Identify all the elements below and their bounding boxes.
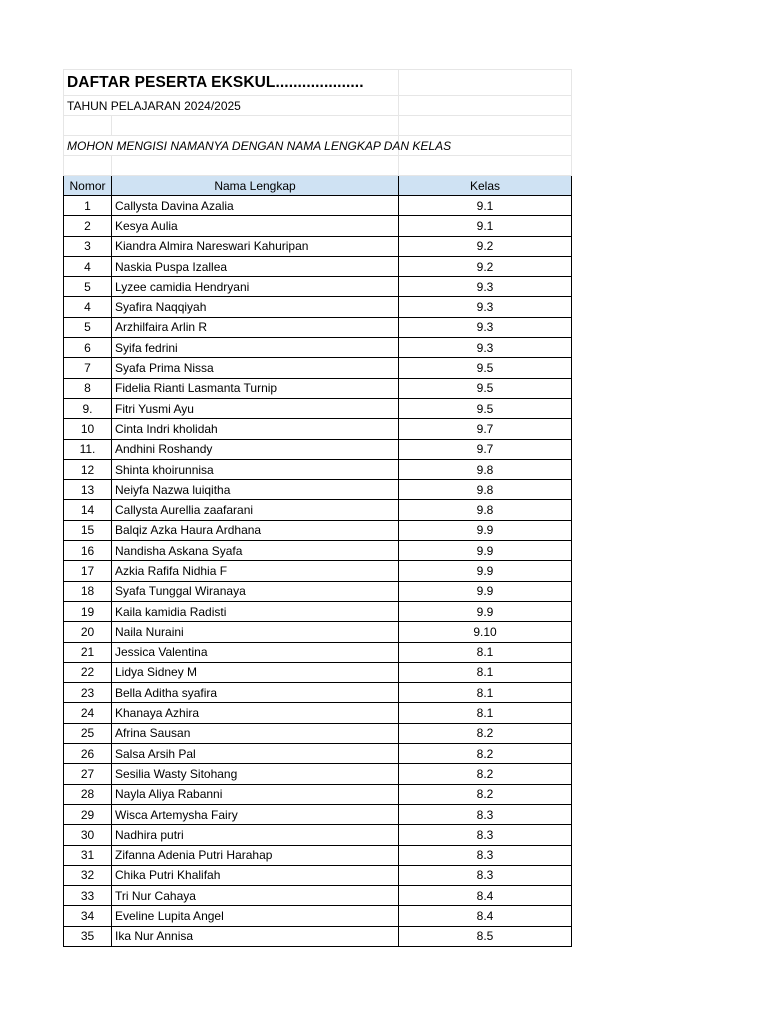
- student-name-cell[interactable]: Nandisha Askana Syafa: [112, 541, 399, 561]
- table-row: [64, 378, 572, 398]
- table-row: [64, 845, 572, 865]
- student-name-cell[interactable]: Nadhira putri: [112, 825, 399, 845]
- table-row: [64, 825, 572, 845]
- title-cell[interactable]: [64, 70, 399, 96]
- column-header-kelas[interactable]: Kelas: [399, 176, 572, 196]
- row-number-cell[interactable]: 5: [64, 277, 112, 297]
- row-number-cell[interactable]: 2: [64, 216, 112, 236]
- row-number-cell[interactable]: 18: [64, 581, 112, 601]
- table-row: [64, 764, 572, 784]
- class-cell[interactable]: 9.1: [399, 196, 572, 216]
- student-name-cell[interactable]: Shinta khoirunnisa: [112, 459, 399, 479]
- table-row: [64, 703, 572, 723]
- table-row: [64, 744, 572, 764]
- table-row: [64, 216, 572, 236]
- table-row: [64, 480, 572, 500]
- participant-rows: [64, 196, 572, 947]
- empty-cell[interactable]: [399, 156, 572, 176]
- row-number-cell[interactable]: 33: [64, 886, 112, 906]
- class-cell[interactable]: 9.3: [399, 338, 572, 358]
- row-number-cell[interactable]: 14: [64, 500, 112, 520]
- table-row: [64, 723, 572, 743]
- row-number-cell[interactable]: 16: [64, 541, 112, 561]
- class-cell[interactable]: 9.9: [399, 520, 572, 540]
- student-name-cell[interactable]: Chika Putri Khalifah: [112, 865, 399, 885]
- row-number-cell[interactable]: 35: [64, 926, 112, 946]
- row-number-cell[interactable]: 32: [64, 865, 112, 885]
- student-name-cell[interactable]: Andhini Roshandy: [112, 439, 399, 459]
- student-name-cell[interactable]: Syafa Prima Nissa: [112, 358, 399, 378]
- row-number-cell[interactable]: 24: [64, 703, 112, 723]
- class-cell[interactable]: 9.10: [399, 622, 572, 642]
- student-name-cell[interactable]: Naila Nuraini: [112, 622, 399, 642]
- instruction-note: MOHON MENGISI NAMANYA DENGAN NAMA LENGKAP DAN KELAS: [67, 138, 452, 153]
- row-number-cell[interactable]: 29: [64, 804, 112, 824]
- table-row: [64, 419, 572, 439]
- student-name-cell[interactable]: Khanaya Azhira: [112, 703, 399, 723]
- row-number-cell[interactable]: 4: [64, 256, 112, 276]
- table-row: [64, 459, 572, 479]
- table-row: [64, 561, 572, 581]
- student-name-cell[interactable]: Bella Aditha syafira: [112, 683, 399, 703]
- row-number-cell[interactable]: 17: [64, 561, 112, 581]
- student-name-cell[interactable]: Lyzee camidia Hendryani: [112, 277, 399, 297]
- row-number-cell[interactable]: 28: [64, 784, 112, 804]
- table-row: [64, 398, 572, 418]
- row-number-cell[interactable]: 23: [64, 683, 112, 703]
- note-row: [64, 136, 572, 156]
- row-number-cell[interactable]: 6: [64, 338, 112, 358]
- table-row: [64, 886, 572, 906]
- row-number-cell[interactable]: 25: [64, 723, 112, 743]
- empty-cell[interactable]: [112, 116, 399, 136]
- row-number-cell[interactable]: 30: [64, 825, 112, 845]
- class-cell[interactable]: 8.2: [399, 764, 572, 784]
- row-number-cell[interactable]: 7: [64, 358, 112, 378]
- table-row: [64, 297, 572, 317]
- table-row: [64, 277, 572, 297]
- student-name-cell[interactable]: Wisca Artemysha Fairy: [112, 804, 399, 824]
- table-row: [64, 581, 572, 601]
- row-number-cell[interactable]: 20: [64, 622, 112, 642]
- table-row: [64, 358, 572, 378]
- class-cell[interactable]: 9.8: [399, 459, 572, 479]
- student-name-cell[interactable]: Lidya Sidney M: [112, 662, 399, 682]
- year-row: [64, 96, 572, 116]
- row-number-cell[interactable]: 34: [64, 906, 112, 926]
- student-name-cell[interactable]: Cinta Indri kholidah: [112, 419, 399, 439]
- row-number-cell[interactable]: 1: [64, 196, 112, 216]
- class-cell[interactable]: 9.3: [399, 317, 572, 337]
- table-row: [64, 601, 572, 621]
- class-cell[interactable]: 9.7: [399, 419, 572, 439]
- row-number-cell[interactable]: 10: [64, 419, 112, 439]
- empty-cell[interactable]: [399, 96, 572, 116]
- class-cell[interactable]: 9.5: [399, 378, 572, 398]
- blank-row: [64, 156, 572, 176]
- table-row: [64, 256, 572, 276]
- class-cell[interactable]: 8.3: [399, 845, 572, 865]
- table-row: [64, 804, 572, 824]
- class-cell[interactable]: 8.1: [399, 642, 572, 662]
- student-name-cell[interactable]: Callysta Aurellia zaafarani: [112, 500, 399, 520]
- column-header-nomor[interactable]: Nomor: [64, 176, 112, 196]
- student-name-cell[interactable]: Arzhilfaira Arlin R: [112, 317, 399, 337]
- student-name-cell[interactable]: Naskia Puspa Izallea: [112, 256, 399, 276]
- table-row: [64, 926, 572, 946]
- student-name-cell[interactable]: Salsa Arsih Pal: [112, 744, 399, 764]
- table-row: [64, 662, 572, 682]
- row-number-cell[interactable]: 22: [64, 662, 112, 682]
- column-header-row: [64, 176, 572, 196]
- class-cell[interactable]: 8.3: [399, 825, 572, 845]
- class-cell[interactable]: 9.1: [399, 216, 572, 236]
- class-cell[interactable]: 9.9: [399, 561, 572, 581]
- class-cell[interactable]: 9.2: [399, 256, 572, 276]
- class-cell[interactable]: 9.8: [399, 500, 572, 520]
- title-row: [64, 70, 572, 96]
- row-number-cell[interactable]: 5: [64, 317, 112, 337]
- class-cell[interactable]: 9.3: [399, 277, 572, 297]
- student-name-cell[interactable]: Neiyfa Nazwa luiqitha: [112, 480, 399, 500]
- table-row: [64, 541, 572, 561]
- class-cell[interactable]: 9.9: [399, 581, 572, 601]
- class-cell[interactable]: 8.2: [399, 784, 572, 804]
- table-row: [64, 196, 572, 216]
- table-row: [64, 500, 572, 520]
- student-name-cell[interactable]: Balqiz Azka Haura Ardhana: [112, 520, 399, 540]
- empty-cell[interactable]: [64, 156, 112, 176]
- row-number-cell[interactable]: 12: [64, 459, 112, 479]
- table-row: [64, 338, 572, 358]
- student-name-cell[interactable]: Kiandra Almira Nareswari Kahuripan: [112, 236, 399, 256]
- note-cell[interactable]: [64, 136, 452, 156]
- table-row: [64, 683, 572, 703]
- class-cell[interactable]: 8.5: [399, 926, 572, 946]
- empty-cell[interactable]: [399, 116, 572, 136]
- table-row: [64, 317, 572, 337]
- year-cell[interactable]: [64, 96, 399, 116]
- table-row: [64, 439, 572, 459]
- school-year: TAHUN PELAJARAN 2024/2025: [67, 98, 241, 113]
- row-number-cell[interactable]: 3: [64, 236, 112, 256]
- student-name-cell[interactable]: Jessica Valentina: [112, 642, 399, 662]
- student-name-cell[interactable]: Fidelia Rianti Lasmanta Turnip: [112, 378, 399, 398]
- student-name-cell[interactable]: Zifanna Adenia Putri Harahap: [112, 845, 399, 865]
- column-header-nama[interactable]: Nama Lengkap: [112, 176, 399, 196]
- row-number-cell[interactable]: 15: [64, 520, 112, 540]
- student-name-cell[interactable]: Nayla Aliya Rabanni: [112, 784, 399, 804]
- table-row: [64, 906, 572, 926]
- row-number-cell[interactable]: 19: [64, 601, 112, 621]
- table-row: [64, 236, 572, 256]
- student-name-cell[interactable]: Sesilia Wasty Sitohang: [112, 764, 399, 784]
- row-number-cell[interactable]: 4: [64, 297, 112, 317]
- row-number-cell[interactable]: 9.: [64, 398, 112, 418]
- table-row: [64, 642, 572, 662]
- blank-row: [64, 116, 572, 136]
- student-name-cell[interactable]: Kesya Aulia: [112, 216, 399, 236]
- class-cell[interactable]: 9.3: [399, 297, 572, 317]
- row-number-cell[interactable]: 27: [64, 764, 112, 784]
- student-name-cell[interactable]: Ika Nur Annisa: [112, 926, 399, 946]
- class-cell[interactable]: 9.5: [399, 358, 572, 378]
- class-cell[interactable]: 8.3: [399, 804, 572, 824]
- row-number-cell[interactable]: 26: [64, 744, 112, 764]
- student-name-cell[interactable]: Afrina Sausan: [112, 723, 399, 743]
- class-cell[interactable]: 9.7: [399, 439, 572, 459]
- student-name-cell[interactable]: Eveline Lupita Angel: [112, 906, 399, 926]
- class-cell[interactable]: 8.2: [399, 723, 572, 743]
- class-cell[interactable]: 9.9: [399, 601, 572, 621]
- row-number-cell[interactable]: 11.: [64, 439, 112, 459]
- table-row: [64, 784, 572, 804]
- table-row: [64, 520, 572, 540]
- row-number-cell[interactable]: 13: [64, 480, 112, 500]
- student-name-cell[interactable]: Syafira Naqqiyah: [112, 297, 399, 317]
- class-cell[interactable]: 9.5: [399, 398, 572, 418]
- empty-cell[interactable]: [399, 70, 572, 96]
- class-cell[interactable]: 8.3: [399, 865, 572, 885]
- class-cell[interactable]: 9.2: [399, 236, 572, 256]
- class-cell[interactable]: 9.9: [399, 541, 572, 561]
- class-cell[interactable]: 8.1: [399, 662, 572, 682]
- row-number-cell[interactable]: 21: [64, 642, 112, 662]
- sheet-title: DAFTAR PESERTA EKSKUL....................: [67, 73, 364, 91]
- class-cell[interactable]: 9.8: [399, 480, 572, 500]
- empty-cell[interactable]: [64, 116, 112, 136]
- participant-sheet: [63, 69, 572, 947]
- row-number-cell[interactable]: 31: [64, 845, 112, 865]
- student-name-cell[interactable]: Azkia Rafifa Nidhia F: [112, 561, 399, 581]
- class-cell[interactable]: 8.1: [399, 683, 572, 703]
- table-row: [64, 622, 572, 642]
- student-name-cell[interactable]: Callysta Davina Azalia: [112, 196, 399, 216]
- student-name-cell[interactable]: Kaila kamidia Radisti: [112, 601, 399, 621]
- student-name-cell[interactable]: Tri Nur Cahaya: [112, 886, 399, 906]
- row-number-cell[interactable]: 8: [64, 378, 112, 398]
- sheet-body: [64, 70, 572, 196]
- class-cell[interactable]: 8.4: [399, 886, 572, 906]
- student-name-cell[interactable]: Fitri Yusmi Ayu: [112, 398, 399, 418]
- student-name-cell[interactable]: Syafa Tunggal Wiranaya: [112, 581, 399, 601]
- class-cell[interactable]: 8.2: [399, 744, 572, 764]
- class-cell[interactable]: 8.1: [399, 703, 572, 723]
- empty-cell[interactable]: [112, 156, 399, 176]
- class-cell[interactable]: 8.4: [399, 906, 572, 926]
- student-name-cell[interactable]: Syifa fedrini: [112, 338, 399, 358]
- table-row: [64, 865, 572, 885]
